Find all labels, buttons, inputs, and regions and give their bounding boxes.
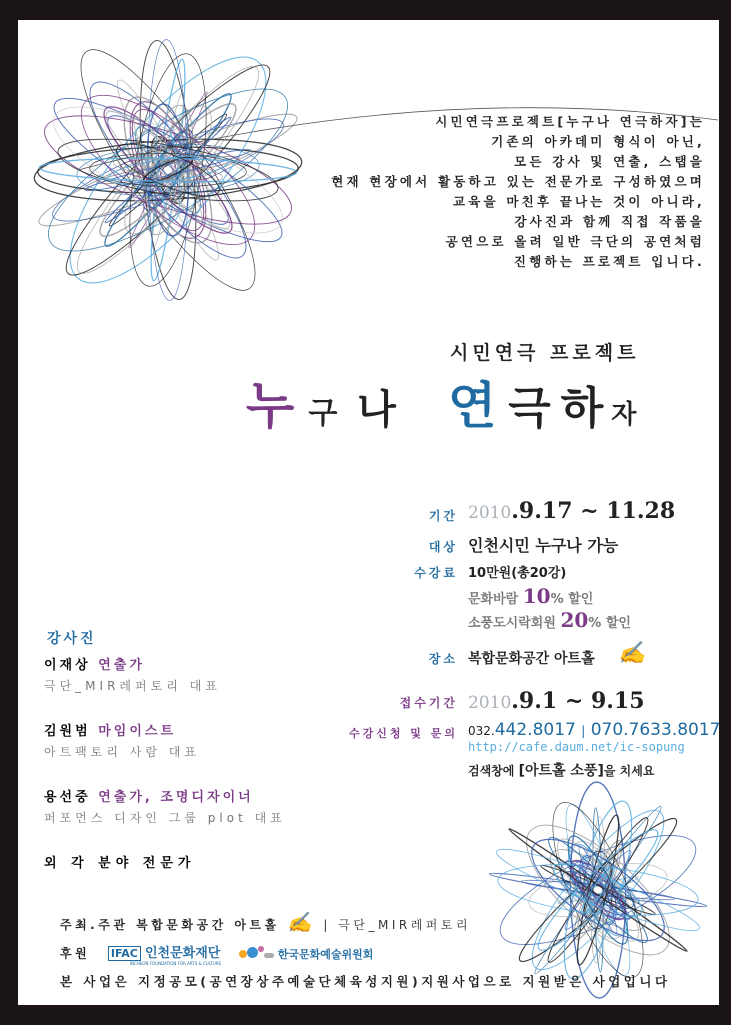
intro-text: [331, 112, 705, 272]
scribble-loop: [514, 795, 681, 985]
lecturers-heading: 강사진: [47, 631, 97, 647]
lecturer-org: 퍼포먼스 디자인 그룹 plot 대표: [44, 811, 286, 825]
subtitle: 시민연극 프로젝트: [450, 342, 640, 364]
lecturer-name: 용선중: [44, 790, 91, 805]
sponsor-label: 후원: [60, 946, 91, 961]
intro-line: 현재 현장에서 활동하고 있는 전문가로 구성하였으며: [331, 174, 705, 189]
lecturers-section: [44, 628, 286, 871]
title-char: 연: [447, 377, 497, 435]
intro-line: 강사진과 함께 직접 작품을: [514, 214, 705, 229]
scribble-loop: [44, 102, 292, 238]
sopung-logo: ✍: [618, 640, 646, 666]
main-title: [246, 366, 636, 438]
scribble-loop: [71, 65, 265, 276]
phone-1: 442.8017: [494, 720, 576, 740]
discount-label: 소풍도시락회원: [468, 616, 556, 631]
search-keyword: [아트홀 소풍]: [518, 763, 604, 779]
title-char: 나: [357, 387, 396, 433]
intro-line: 모든 강사 및 연출, 스탭을: [514, 154, 705, 169]
sponsor-2: 한국문화예술위원회: [277, 948, 374, 961]
poster: [18, 20, 719, 1005]
lecturer-role: 마임이스트: [98, 724, 177, 739]
scribble-loop: [60, 71, 277, 269]
title-char: 자: [611, 400, 637, 430]
phone-2: 070.7633.8017: [590, 720, 721, 740]
phone-prefix: 032.: [468, 724, 495, 738]
sponsor-1-sub: INCHEON FOUNDATION FOR ARTS & CULTURE: [129, 961, 222, 966]
target-value: 인천시민 누구나 가능: [468, 536, 619, 555]
scribble-loop: [538, 836, 657, 943]
period-year: 2010: [468, 503, 512, 523]
cafe-url-link[interactable]: http://cafe.daum.net/ic-sopung: [468, 740, 685, 754]
scribble-loop: [28, 61, 308, 279]
title-char: 하: [560, 383, 604, 434]
period-dates: .9.17 ~ 11.28: [511, 498, 676, 524]
sopung-logo: ✍: [287, 910, 316, 934]
title-char: 구: [308, 396, 338, 431]
intro-line: 교육을 마친후 끝나는 것이 아니라,: [452, 194, 705, 209]
target-label: 대상: [428, 540, 458, 554]
lecturer-role: 연출가, 조명디자이너: [98, 790, 254, 805]
registration-label: 접수기간: [399, 696, 458, 710]
fee-label: 수강료: [414, 566, 458, 580]
scribble-loop: [535, 792, 661, 988]
discount-1: [468, 584, 593, 608]
arko-logo: [239, 946, 374, 962]
discount-percent: 20: [560, 608, 589, 632]
lecturer-org: 극단_MIR레퍼토리 대표: [44, 679, 221, 693]
separator: |: [581, 724, 586, 738]
venue-label: 장소: [428, 652, 458, 666]
registration-dates: .9.1 ~ 9.15: [511, 688, 645, 714]
title-char: 누: [246, 377, 295, 435]
intro-line: 시민연극프로젝트[누구나 연극하자]는: [435, 114, 705, 129]
lecturer-name: 이재상: [44, 658, 91, 673]
scribble-loop: [56, 30, 280, 309]
scribble-loop: [49, 48, 288, 292]
search-hint-pre: 검색창에: [468, 764, 515, 778]
scribble-loop: [496, 857, 701, 923]
period-label: 기간: [428, 509, 458, 523]
ifac-logo: [108, 942, 221, 966]
lecturer-org: 아트팩토리 사람 대표: [44, 745, 200, 759]
lecturer-name: 김원범: [44, 724, 91, 739]
registration-year: 2010: [468, 693, 512, 713]
fee-value: 10만원(총20강): [468, 566, 567, 581]
ifac-logo-text: IFAC: [108, 946, 141, 961]
intro-line: 진행하는 프로젝트 입니다.: [513, 254, 705, 269]
title-char: 극: [508, 383, 551, 434]
sponsor-line: [60, 942, 373, 966]
scribble-loop: [118, 100, 218, 240]
host-second: | 극단_MIR레퍼토리: [323, 918, 472, 932]
sponsor-1: 인천문화재단: [145, 946, 221, 961]
scribble-loop: [517, 822, 678, 959]
discount-suffix: % 할인: [588, 616, 631, 631]
intro-line: 기존의 아카데미 형식이 아닌,: [491, 134, 705, 149]
discount-2: [468, 608, 631, 632]
funding-note: 본 사업은 지정공모(공연장상주예술단체육성지원)지원사업으로 지원받은 사업입니다: [60, 974, 671, 989]
host-line: [60, 910, 471, 934]
search-hint-post: 을 치세요: [603, 764, 655, 778]
search-hint: [468, 760, 654, 780]
scribble-loop: [60, 51, 276, 288]
discount-percent: 10: [522, 584, 551, 608]
host-value: 복합문화공간 아트홀: [136, 918, 280, 932]
discount-label: 문화바람: [468, 592, 519, 607]
contact-label: 수강신청 및 문의: [348, 727, 458, 740]
lecturers-others: 외 각 분야 전문가: [44, 856, 196, 871]
lecturer-role: 연출가: [98, 658, 145, 673]
intro-line: 공연으로 올려 일반 극단의 공연처럼: [445, 234, 705, 249]
scribble-loop: [487, 814, 709, 966]
host-label: 주최.주관: [60, 918, 129, 932]
scribble-loop: [570, 813, 625, 967]
venue-value: 복합문화공간 아트홀: [468, 651, 595, 667]
discount-suffix: % 할인: [550, 592, 594, 607]
